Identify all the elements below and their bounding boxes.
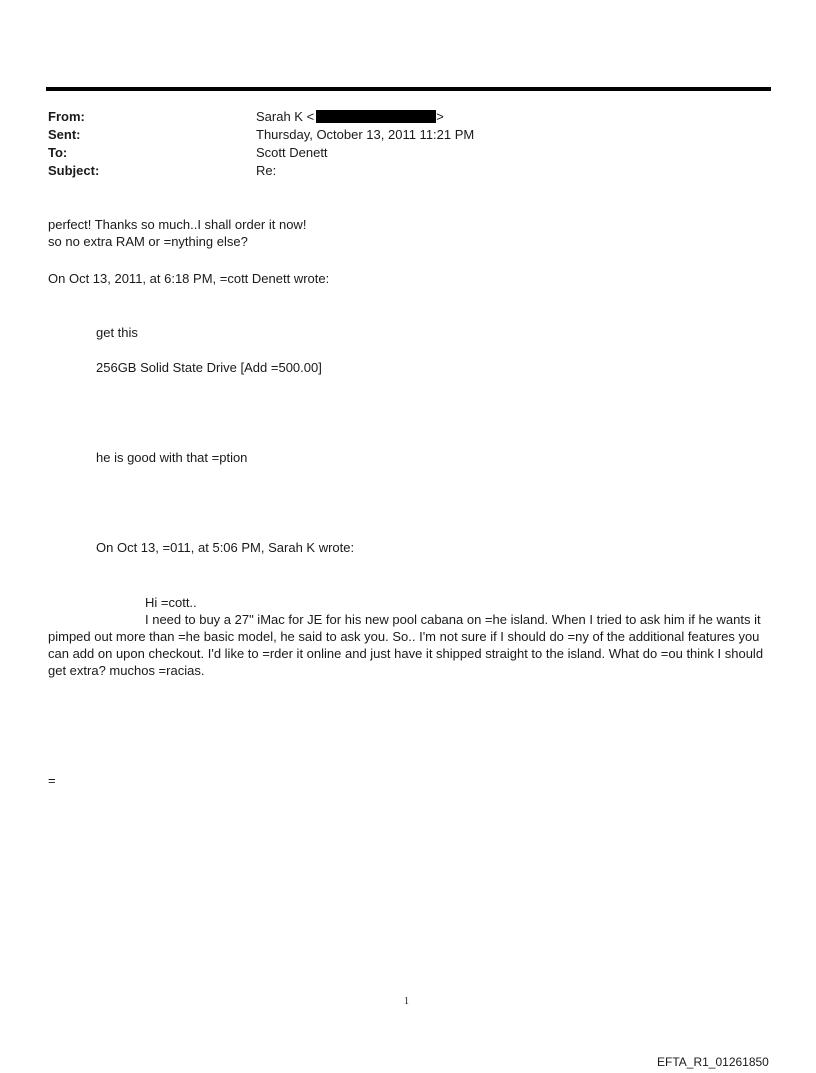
- message-paragraph: [48, 611, 772, 679]
- email-header: [48, 108, 768, 180]
- paragraph-first-line: I need to buy a 27" iMac for JE for his new pool cabana on =he island. When I tried to ask him if he wants: [145, 612, 751, 627]
- quote1-line-2: 256GB Solid State Drive [Add =500.00]: [96, 360, 322, 375]
- body-line-1: perfect! Thanks so much..I shall order it now!: [48, 217, 307, 232]
- subject-label: Subject:: [48, 163, 100, 178]
- from-row: [48, 108, 768, 126]
- to-value: Scott Denett: [256, 145, 328, 160]
- to-label: To:: [48, 145, 68, 160]
- trailing-char: =: [48, 773, 56, 788]
- quote1-line-3: he is good with that =ption: [96, 450, 248, 465]
- attribution-1: On Oct 13, 2011, at 6:18 PM, =cott Denett wrote:: [48, 271, 330, 286]
- redaction-block: [316, 110, 436, 123]
- paragraph-rest: it pimped out more than =he basic model, he said to ask you. So.. I'm not sure if I should do =ny of the additional features you can add on upon checkout. I'd like to =rder it online and just have it shipped straight to the island. What do =ou think I should get extra? muchos =racias.: [48, 612, 764, 678]
- document-id: EFTA_R1_01261850: [657, 1055, 769, 1069]
- page-number: 1: [404, 996, 409, 1007]
- from-tail: >: [436, 109, 444, 124]
- from-name: Sarah K <: [256, 109, 315, 124]
- greeting: Hi =cott..: [145, 595, 197, 610]
- sent-value: Thursday, October 13, 2011 11:21 PM: [256, 127, 475, 142]
- sent-row: [48, 126, 768, 144]
- subject-value: Re:: [256, 163, 277, 178]
- body-line-2: so no extra RAM or =nything else?: [48, 234, 248, 249]
- quote1-line-1: get this: [96, 325, 138, 340]
- to-row: [48, 144, 768, 162]
- from-label: From:: [48, 109, 85, 124]
- from-value: [256, 108, 444, 126]
- attribution-2: On Oct 13, =011, at 5:06 PM, Sarah K wrote:: [96, 540, 355, 555]
- subject-row: [48, 162, 768, 180]
- header-rule: [46, 87, 771, 91]
- sent-label: Sent:: [48, 127, 81, 142]
